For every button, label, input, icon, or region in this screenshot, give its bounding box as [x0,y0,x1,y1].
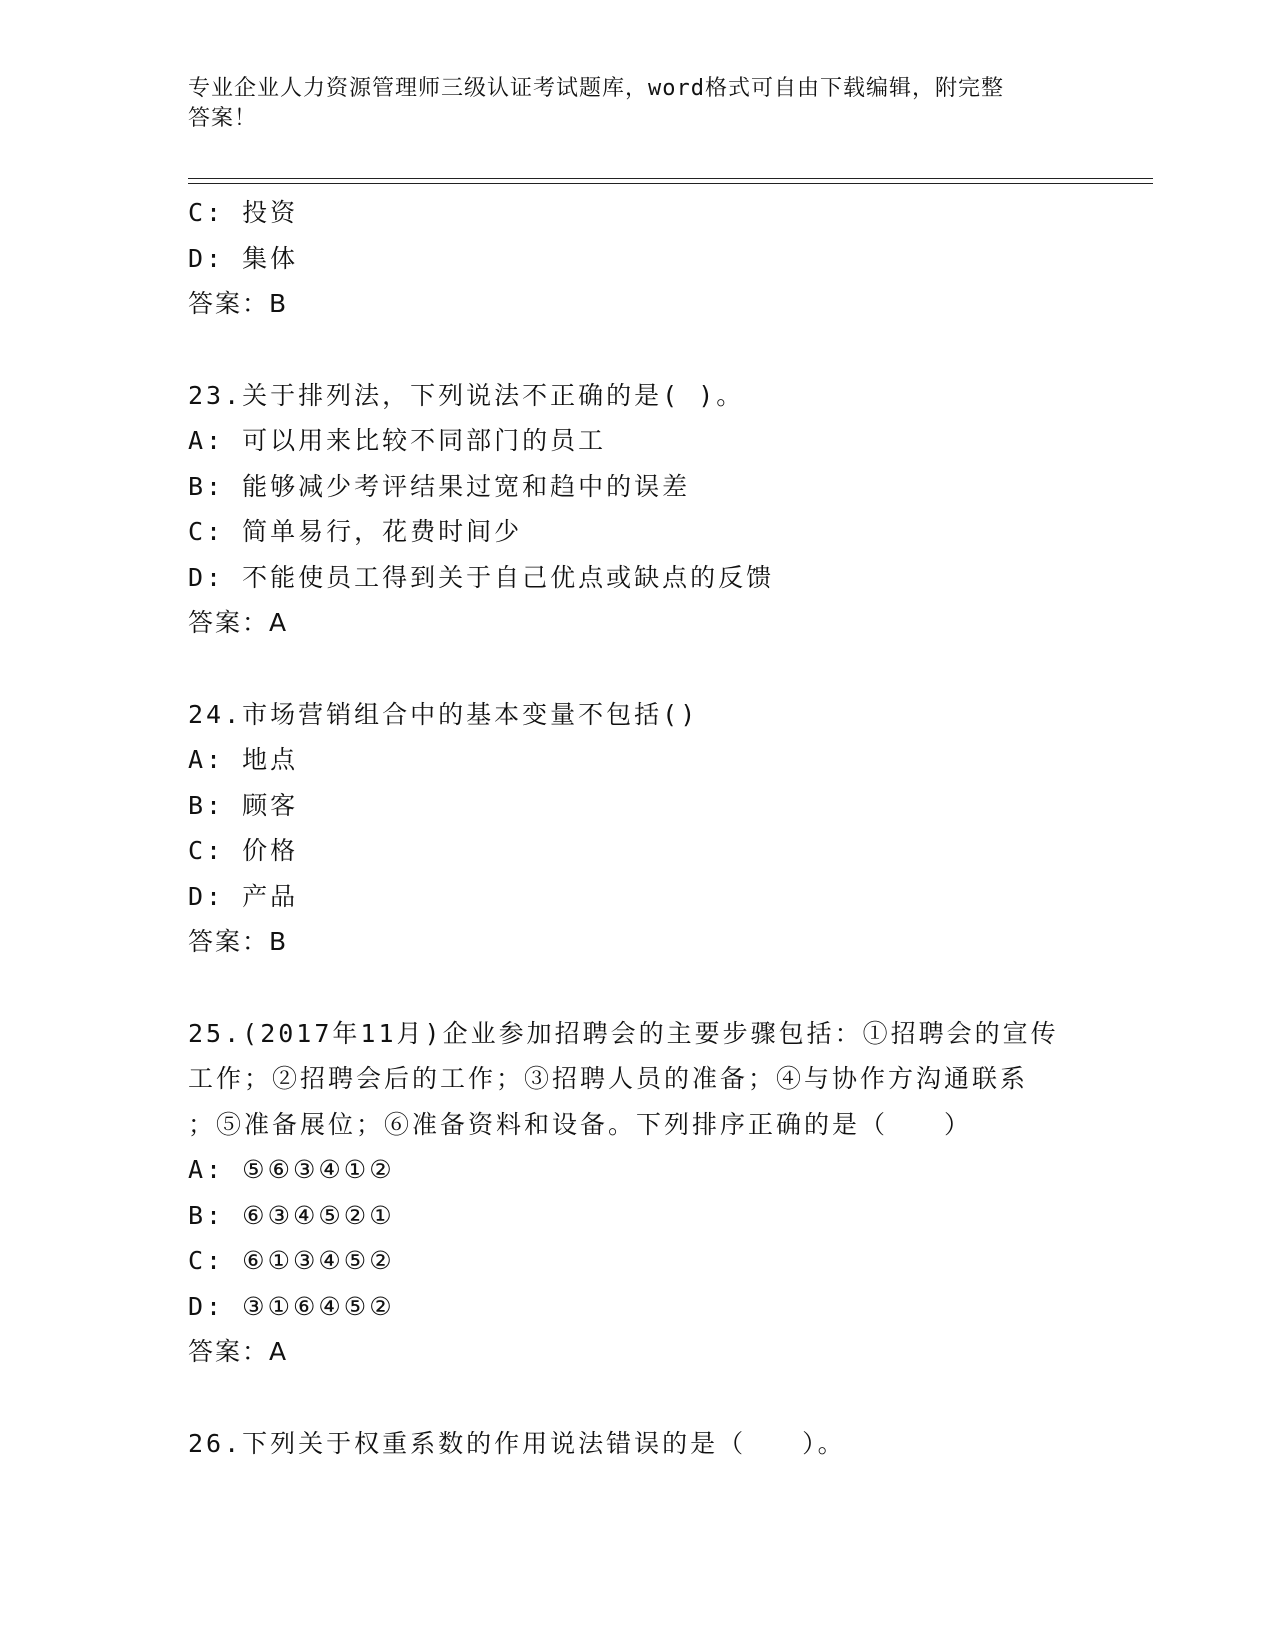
option-c: C: 简单易行，花费时间少 [188,517,523,546]
option-d: D: 产品 [188,881,299,911]
question-stem-line-3: ；⑤准备展位；⑥准备资料和设备。下列排序正确的是（ ） [188,1109,973,1139]
option-a: A: 可以用来比较不同部门的员工 [188,426,607,455]
option-b: B: ⑥③④⑤②① [188,1200,395,1230]
question-stem: 26.下列关于权重系数的作用说法错误的是（ ）。 [188,1428,846,1458]
answer-line: 答案：A [188,608,289,637]
question-stem: 24.市场营销组合中的基本变量不包括() [188,699,699,729]
answer-line: 答案：A [188,1337,289,1366]
answer-line: 答案：B [188,289,289,318]
option-b: B: 顾客 [188,790,299,820]
question-22-continued [188,190,1088,327]
option-a: A: 地点 [188,745,299,774]
question-stem-line-1: 25.(2017年11月)企业参加招聘会的主要步骤包括：①招聘会的宣传 [188,1018,1059,1048]
question-23 [188,373,1088,646]
option-a: A: ⑤⑥③④①② [188,1155,395,1184]
question-stem: 23.关于排列法，下列说法不正确的是( )。 [188,380,745,410]
header-line-1: 专业企业人力资源管理师三级认证考试题库，word格式可自由下载编辑，附完整 [188,76,1004,101]
header-line-2: 答案！ [188,106,258,131]
option-c: C: ⑥①③④⑤② [188,1246,395,1275]
option-d: D: ③①⑥④⑤② [188,1291,395,1321]
option-d: D: 不能使员工得到关于自己优点或缺点的反馈 [188,562,775,592]
header-divider-bottom [188,183,1153,184]
question-25 [188,1011,1088,1375]
question-stem-line-2: 工作；②招聘会后的工作；③招聘人员的准备；④与协作方沟通联系 [188,1064,1029,1093]
question-26 [188,1421,1088,1467]
option-b: B: 能够减少考评结果过宽和趋中的误差 [188,471,691,501]
option-c: C: 价格 [188,836,299,865]
header-divider-top [188,178,1153,179]
answer-line: 答案：B [188,927,289,956]
question-list [188,190,1088,1466]
document-header [188,74,1068,134]
option-c: C: 投资 [188,198,299,227]
option-d: D: 集体 [188,243,299,273]
question-24 [188,692,1088,965]
